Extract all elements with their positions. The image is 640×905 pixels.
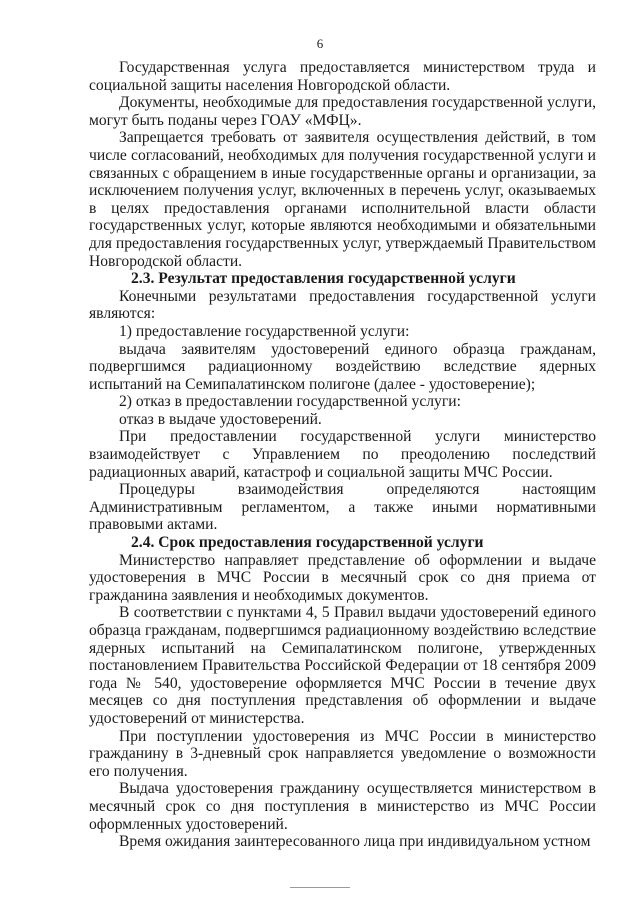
paragraph: отказ в выдаче удостоверений. bbox=[119, 410, 322, 428]
paragraph: Документы, необходимые для предоставления государственной услуги, могут быть поданы через ГОАУ «МФЦ». bbox=[89, 94, 596, 129]
section-heading: 2.4. Срок предоставления государственной услуги bbox=[131, 534, 484, 552]
paragraph: При предоставлении государственной услуги министерство взаимодействует с Управлением по преодолению последствий радиационных аварий, катастроф и социальной защиты МЧС России. bbox=[89, 428, 596, 481]
paragraph: 1) предоставление государственной услуги: bbox=[119, 322, 410, 340]
paragraph: При поступлении удостоверения из МЧС России в министерство гражданину в 3-дневный срок направляется уведомление о возможности его получения. bbox=[89, 727, 596, 780]
paragraph: Министерство направляет представление об оформлении и выдаче удостоверения в МЧС России в месячный срок со дня приема от гражданина заявления и необходимых документов. bbox=[89, 551, 596, 604]
paragraph: В соответствии с пунктами 4, 5 Правил выдачи удостоверений единого образца гражданам, подвергшимся радиационному воздействию вследствие ядерных испытаний на Семипалатинском полигоне, утвержденных постановлением Правительства Российской Федерации от 18 сентября 2009 года № 540, удостоверение оформляется МЧС России в течение двух месяцев со дня поступления представления об оформлении и выдаче удостоверений от министерства. bbox=[89, 604, 596, 727]
paragraph: Выдача удостоверения гражданину осуществляется министерством в месячный срок со дня поступления в министерство из МЧС России оформленных удостоверений. bbox=[89, 780, 596, 833]
paragraph: Запрещается требовать от заявителя осуществления действий, в том числе согласований, необходимых для получения государственной услуги и связанных с обращением в иные государственные органы и организации, за исключением получения услуг, включенных в перечень услуг, оказываемых в целях предоставления органами исполнительной власти области государственных услуг, которые являются необходимыми и обязательными для предоставления государственных услуг, утверждаемый Правительством Новгородской области. bbox=[89, 129, 596, 270]
paragraph: Конечными результатами предоставления государственной услуги являются: bbox=[89, 287, 596, 323]
paragraph: Процедуры взаимодействия определяются настоящим Административным регламентом, а также иными нормативными правовыми актами. bbox=[89, 481, 596, 534]
section-heading: 2.3. Результат предоставления государственной услуги bbox=[131, 270, 516, 288]
paragraph: Время ожидания заинтересованного лица при индивидуальном устном bbox=[119, 833, 591, 851]
paragraph: 2) отказ в предоставлении государственной услуги: bbox=[119, 393, 461, 411]
paragraph: выдача заявителям удостоверений единого образца гражданам, подвергшимся радиационному воздействию вследствие ядерных испытаний на Семипалатинском полигоне (далее - удостоверение); bbox=[89, 340, 596, 393]
footer-divider bbox=[290, 887, 350, 888]
paragraph: Государственная услуга предоставляется министерством труда и социальной защиты населения Новгородской области. bbox=[89, 59, 596, 94]
page-number: 6 bbox=[316, 36, 324, 51]
document-body bbox=[89, 59, 596, 851]
